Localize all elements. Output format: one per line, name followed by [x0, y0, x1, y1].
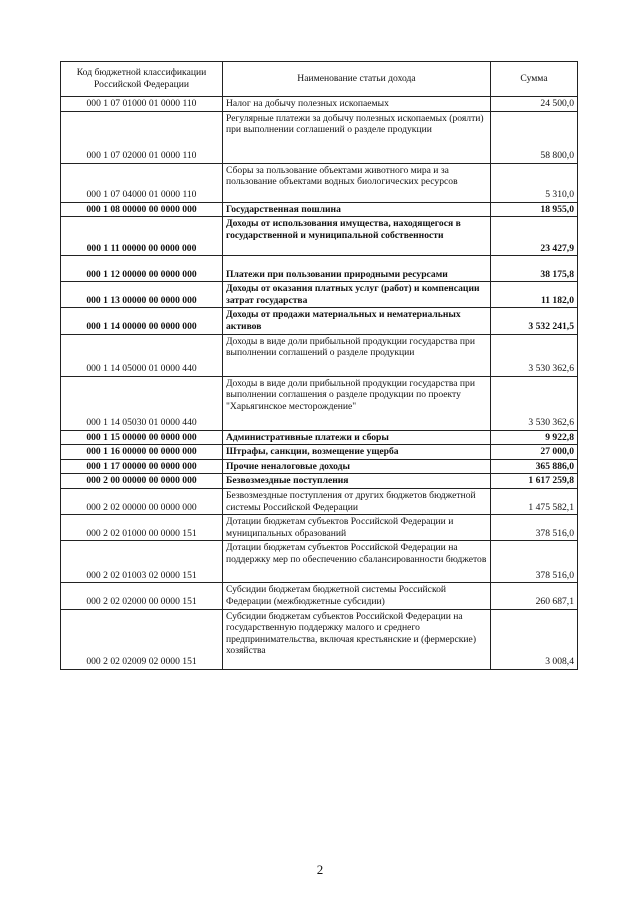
amount-cell: 18 955,0: [491, 202, 578, 217]
amount-cell: 38 175,8: [491, 256, 578, 282]
name-cell: Доходы от использования имущества, находящегося в государственной и муниципальной собственности: [223, 217, 491, 256]
table-row: [61, 474, 578, 489]
page-number: 2: [316, 862, 324, 877]
header-code: Код бюджетной классификации Российской Федерации: [61, 62, 223, 97]
code-cell: 000 1 14 05030 01 0000 440: [61, 376, 223, 430]
amount-cell: 24 500,0: [491, 97, 578, 112]
name-cell: Платежи при пользовании природными ресурсами: [223, 256, 491, 282]
code-cell: 000 1 15 00000 00 0000 000: [61, 430, 223, 445]
amount-cell: 23 427,9: [491, 217, 578, 256]
code-cell: 000 2 02 01003 02 0000 151: [61, 541, 223, 583]
table-row: [61, 515, 578, 541]
table-row: [61, 282, 578, 308]
name-cell: Дотации бюджетам субъектов Российской Федерации и муниципальных образований: [223, 515, 491, 541]
amount-cell: 11 182,0: [491, 282, 578, 308]
table-row: [61, 488, 578, 514]
name-cell: Государственная пошлина: [223, 202, 491, 217]
amount-cell: 365 886,0: [491, 459, 578, 474]
table-row: [61, 256, 578, 282]
name-cell: Регулярные платежи за добычу полезных ископаемых (роялти) при выполнении соглашений о разделе продукции: [223, 111, 491, 163]
amount-cell: 9 922,8: [491, 430, 578, 445]
amount-cell: 378 516,0: [491, 541, 578, 583]
amount-cell: 5 310,0: [491, 163, 578, 202]
code-cell: 000 1 11 00000 00 0000 000: [61, 217, 223, 256]
amount-cell: 260 687,1: [491, 583, 578, 609]
name-cell: Безвозмездные поступления: [223, 474, 491, 489]
code-cell: 000 2 00 00000 00 0000 000: [61, 474, 223, 489]
amount-cell: 3 008,4: [491, 609, 578, 669]
amount-cell: 1 617 259,8: [491, 474, 578, 489]
code-cell: 000 2 02 02000 00 0000 151: [61, 583, 223, 609]
table-row: [61, 609, 578, 669]
name-cell: Доходы в виде доли прибыльной продукции государства при выполнении соглашений о разделе продукции: [223, 334, 491, 376]
amount-cell: 58 800,0: [491, 111, 578, 163]
code-cell: 000 1 14 05000 01 0000 440: [61, 334, 223, 376]
code-cell: 000 1 07 04000 01 0000 110: [61, 163, 223, 202]
name-cell: Субсидии бюджетам бюджетной системы Российской Федерации (межбюджетные субсидии): [223, 583, 491, 609]
amount-cell: 3 530 362,6: [491, 334, 578, 376]
table-row: [61, 308, 578, 334]
name-cell: Прочие неналоговые доходы: [223, 459, 491, 474]
table-row: [61, 583, 578, 609]
table-row: [61, 111, 578, 163]
amount-cell: 3 532 241,5: [491, 308, 578, 334]
name-cell: Безвозмездные поступления от других бюджетов бюджетной системы Российской Федерации: [223, 488, 491, 514]
code-cell: 000 1 08 00000 00 0000 000: [61, 202, 223, 217]
table-row: [61, 217, 578, 256]
amount-cell: 27 000,0: [491, 445, 578, 460]
code-cell: 000 1 14 00000 00 0000 000: [61, 308, 223, 334]
code-cell: 000 2 02 01000 00 0000 151: [61, 515, 223, 541]
code-cell: 000 1 17 00000 00 0000 000: [61, 459, 223, 474]
name-cell: Штрафы, санкции, возмещение ущерба: [223, 445, 491, 460]
table-row: [61, 334, 578, 376]
name-cell: Дотации бюджетам субъектов Российской Федерации на поддержку мер по обеспечению сбалансированности бюджетов: [223, 541, 491, 583]
name-cell: Доходы от оказания платных услуг (работ) и компенсации затрат государства: [223, 282, 491, 308]
revenue-table: [60, 61, 578, 670]
table-row: [61, 376, 578, 430]
table-body: [61, 97, 578, 670]
header-name: Наименование статьи дохода: [223, 62, 491, 97]
name-cell: Сборы за пользование объектами животного мира и за пользование объектами водных биологических ресурсов: [223, 163, 491, 202]
code-cell: 000 2 02 02009 02 0000 151: [61, 609, 223, 669]
table-row: [61, 202, 578, 217]
table-row: [61, 459, 578, 474]
name-cell: Доходы в виде доли прибыльной продукции государства при выполнении соглашения о разделе продукции по проекту "Харьягинское месторождение": [223, 376, 491, 430]
table-row: [61, 430, 578, 445]
amount-cell: 378 516,0: [491, 515, 578, 541]
amount-cell: 3 530 362,6: [491, 376, 578, 430]
code-cell: 000 2 02 00000 00 0000 000: [61, 488, 223, 514]
code-cell: 000 1 07 02000 01 0000 110: [61, 111, 223, 163]
table-header: [61, 62, 578, 97]
table-row: [61, 163, 578, 202]
name-cell: Административные платежи и сборы: [223, 430, 491, 445]
header-amount: Сумма: [491, 62, 578, 97]
name-cell: Субсидии бюджетам субъектов Российской Федерации на государственную поддержку малого и среднего предпринимательства, включая крестьянские и (фермерские) хозяйства: [223, 609, 491, 669]
code-cell: 000 1 07 01000 01 0000 110: [61, 97, 223, 112]
name-cell: Доходы от продажи материальных и нематериальных активов: [223, 308, 491, 334]
name-cell: Налог на добычу полезных ископаемых: [223, 97, 491, 112]
table-row: [61, 445, 578, 460]
amount-cell: 1 475 582,1: [491, 488, 578, 514]
code-cell: 000 1 12 00000 00 0000 000: [61, 256, 223, 282]
table-row: [61, 97, 578, 112]
code-cell: 000 1 16 00000 00 0000 000: [61, 445, 223, 460]
code-cell: 000 1 13 00000 00 0000 000: [61, 282, 223, 308]
table-row: [61, 541, 578, 583]
